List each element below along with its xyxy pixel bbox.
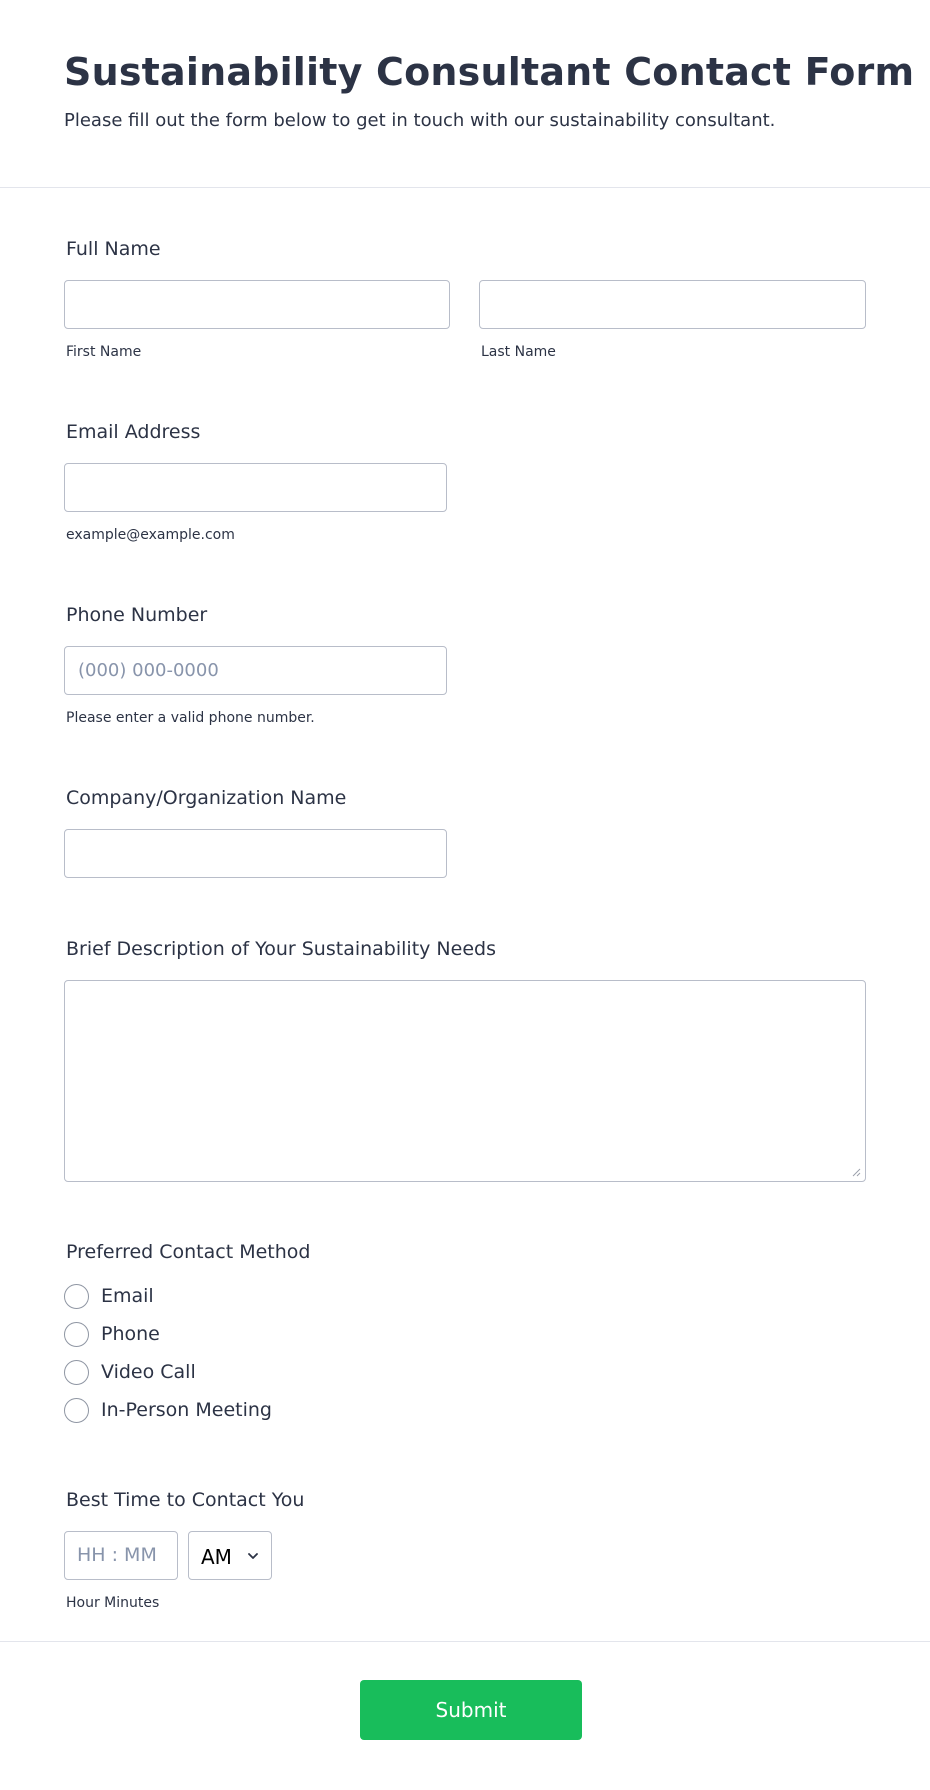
ampm-value: AM	[201, 1545, 232, 1569]
phone-label: Phone Number	[66, 604, 208, 626]
first-name-sublabel: First Name	[66, 344, 142, 360]
last-name-input[interactable]	[479, 280, 866, 329]
radio-label: Phone	[101, 1323, 160, 1345]
radio-button[interactable]	[64, 1284, 89, 1309]
footer-divider	[0, 1641, 930, 1642]
submit-button[interactable]: Submit	[360, 1680, 582, 1740]
page-title: Sustainability Consultant Contact Form	[64, 50, 915, 94]
description-label: Brief Description of Your Sustainability Needs	[66, 938, 496, 960]
description-textarea[interactable]	[64, 980, 866, 1182]
best-time-label: Best Time to Contact You	[66, 1489, 305, 1511]
contact-method-label: Preferred Contact Method	[66, 1241, 311, 1263]
time-input[interactable]: HH : MM	[64, 1531, 178, 1580]
last-name-sublabel: Last Name	[481, 344, 556, 360]
radio-button[interactable]	[64, 1398, 89, 1423]
first-name-input[interactable]	[64, 280, 450, 329]
ampm-select[interactable]	[188, 1531, 272, 1580]
best-time-sublabel: Hour Minutes	[66, 1595, 160, 1611]
radio-button[interactable]	[64, 1322, 89, 1347]
page-subtitle: Please fill out the form below to get in touch with our sustainability consultant.	[64, 110, 776, 131]
radio-label: In-Person Meeting	[101, 1399, 272, 1421]
email-sublabel: example@example.com	[66, 527, 235, 543]
full-name-label: Full Name	[66, 238, 161, 260]
form-header	[0, 0, 930, 188]
company-input[interactable]	[64, 829, 447, 878]
email-input[interactable]	[64, 463, 447, 512]
chevron-down-icon	[246, 1549, 260, 1563]
resize-grip-icon[interactable]	[851, 1167, 861, 1177]
phone-input[interactable]	[64, 646, 447, 695]
radio-label: Video Call	[101, 1361, 196, 1383]
company-label: Company/Organization Name	[66, 787, 347, 809]
email-label: Email Address	[66, 421, 201, 443]
radio-button[interactable]	[64, 1360, 89, 1385]
radio-label: Email	[101, 1285, 154, 1307]
phone-sublabel: Please enter a valid phone number.	[66, 710, 315, 726]
